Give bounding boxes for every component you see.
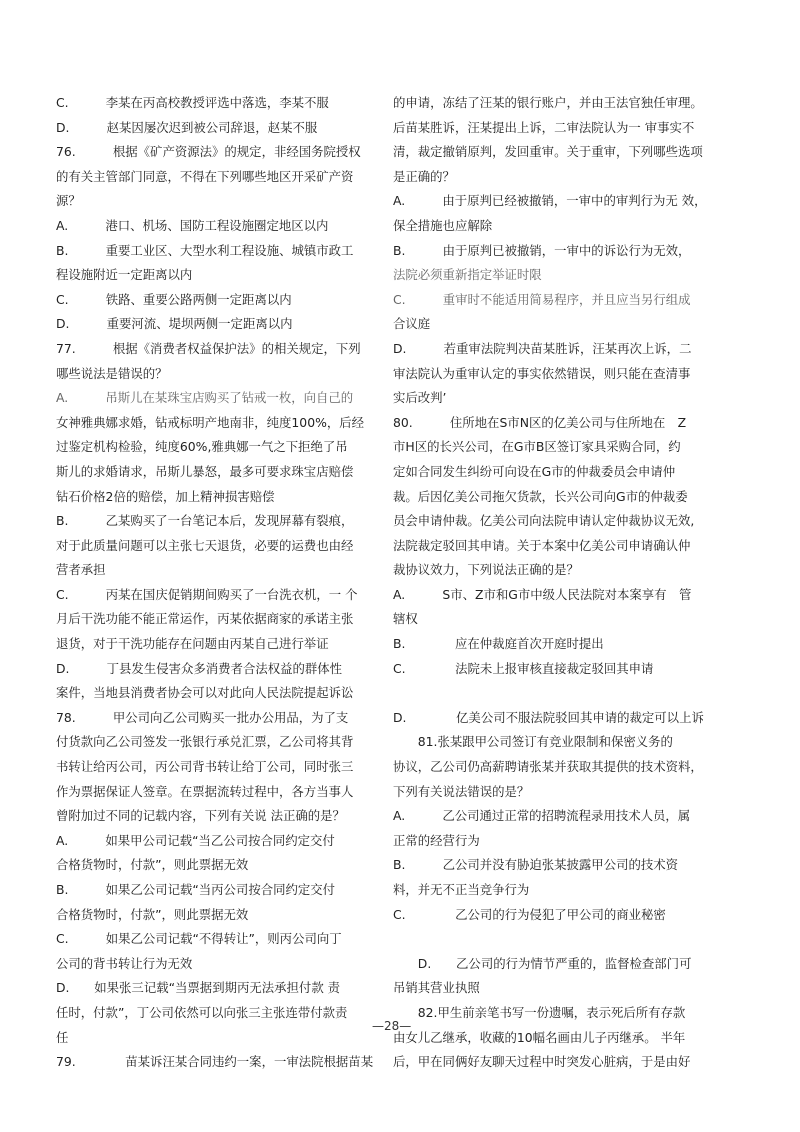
text-line: 市H区的长兴公司，在G市B区签订家具采购合同，约 [393, 439, 681, 455]
text-line: 下列有关说法错误的是？ [393, 783, 530, 799]
text-line: B. 乙公司并没有胁迫张某披露甲公司的技术资 [393, 857, 679, 873]
text-line: A. 由于原判已经被撤销，一审中的审判行为无 效， [393, 193, 707, 209]
text-line: 书转让给丙公司，丙公司背书转让给丁公司，同时张三 [56, 759, 354, 775]
right-column [393, 91, 723, 1075]
text-line: C. 如果乙公司记载“不得转让”，则丙公司向丁 [56, 931, 342, 947]
text-line: 82.甲生前亲笔书写一份遗嘱，表示死后所有存款 [393, 1004, 686, 1020]
text-line: 80. 住所地在S市N区的亿美公司与住所地在 Z [393, 414, 687, 430]
text-line: 斯儿的求婚请求，吊斯儿暴怒，最多可要求珠宝店赔偿 [56, 463, 354, 479]
text-line: 裁。后因亿美公司拖欠货款，长兴公司向G市的仲裁委 [393, 488, 688, 504]
text-line: 吊销其营业执照 [393, 980, 480, 996]
text-line: 79. 苗某诉汪某合同违约一案，一审法院根据苗某 [56, 1054, 374, 1070]
text-line: A. 如果甲公司记载“当乙公司按合同约定交付 [56, 832, 335, 848]
text-line: 女神雅典娜求婚，钻戒标明产地南非，纯度100%，后经 [56, 414, 365, 430]
text-line: C. 乙公司的行为侵犯了甲公司的商业秘密 [393, 906, 666, 922]
text-line: 后，甲在同俩好友聊天过程中时突发心脏病，于是由好 [393, 1054, 691, 1070]
text-line: D. 赵某因屡次迟到被公司辞退，赵某不服 [56, 119, 318, 135]
text-line: 定如合同发生纠纷可向设在G市的仲裁委员会申请仲 [393, 463, 676, 479]
text-line: 76. 根据《矿产资源法》的规定，非经国务院授权 [56, 144, 361, 160]
text-line: 合议庭 [393, 316, 431, 332]
text-line: D. 亿美公司不服法院驳回其申请的裁定可以上诉 [393, 709, 704, 725]
text-line: D. 丁县发生侵害众多消费者合法权益的群体性 [56, 660, 343, 676]
text-line: C. 丙某在国庆促销期间购买了一台洗衣机，一 个 [56, 586, 358, 602]
text-line: 正常的经营行为 [393, 832, 480, 848]
text-line: 程设施附近一定距离以内 [56, 267, 193, 283]
text-line: 由女儿乙继承，收藏的10幅名画由儿子丙继承。 半年 [393, 1029, 686, 1045]
text-line: 清，裁定撤销原判，发回重审。关于重审，下列哪些选项 [393, 144, 703, 160]
text-line: 后苗某胜诉，汪某提出上诉，二审法院认为一 审事实不 [393, 119, 695, 135]
text-line: B. 由于原判已被撤销，一审中的诉讼行为无效， [393, 242, 691, 258]
text-line: 月后干洗功能不能正常运作，丙某依据商家的承诺主张 [56, 611, 354, 627]
text-line: 81.张某跟甲公司签订有竞业限制和保密义务的 [393, 734, 673, 750]
text-line: A. 吊斯儿在某珠宝店购买了钻戒一枚，向自己的 [56, 390, 354, 406]
text-line: D. 重要河流、堤坝两侧一定距离以内 [56, 316, 293, 332]
text-line: 过鉴定机构检验，纯度60%,雅典娜一气之下拒绝了吊 [56, 439, 348, 455]
text-line: 任时，付款”，丁公司依然可以向张三主张连带付款责 [56, 1004, 348, 1020]
text-line: 源？ [56, 193, 81, 209]
text-line: 保全措施也应解除 [393, 217, 493, 233]
text-line: 营者承担 [56, 562, 106, 578]
text-line: 案件，当地县消费者协会可以对此向人民法院提起诉讼 [56, 685, 354, 701]
text-line: B. 如果乙公司记载“当丙公司按合同约定交付 [56, 882, 336, 897]
text-line: A. S市、Z市和G市中级人民法院对本案享有 管 [393, 586, 692, 602]
text-line: C. 重审时不能适用简易程序，并且应当另行组成 [393, 291, 691, 307]
text-line: 法院裁定驳回其申请。关于本案中亿美公司申请确认仲 [393, 537, 691, 553]
text-line: 辖权 [393, 611, 418, 627]
text-line [393, 681, 723, 706]
text-line: 作为票据保证人签章。在票据流转过程中，各方当事人 [56, 783, 354, 799]
text-line: C. 李某在丙高校教授评选中落选，李某不服 [56, 95, 329, 110]
text-line: 钻石价格2倍的赔偿，加上精神损害赔偿 [56, 488, 275, 504]
text-line: 的有关主管部门同意，不得在下列哪些地区开采矿产资 [56, 168, 354, 184]
text-line: 曾附加过不同的记载内容，下列有关说 法正确的是？ [56, 808, 345, 824]
text-line: B. 应在仲裁庭首次开庭时提出 [393, 636, 604, 652]
text-line: 料，并无不正当竞争行为 [393, 882, 530, 897]
text-line: D. 乙公司的行为情节严重的，监督检查部门可 [393, 955, 692, 971]
text-line: 裁协议效力，下列说法正确的是？ [393, 562, 579, 578]
text-line: D. 若重审法院判决苗某胜诉，汪某再次上诉，二 [393, 340, 692, 356]
text-line: 付货款向乙公司签发一张银行承兑汇票，乙公司将其背 [56, 734, 354, 750]
text-line: 77. 根据《消费者权益保护法》的相关规定，下列 [56, 340, 361, 356]
text-line: 协议，乙公司仍高薪聘请张某并获取其提供的技术资料， [393, 759, 703, 775]
text-line: C. 铁路、重要公路两侧一定距离以内 [56, 291, 292, 307]
left-column [56, 91, 386, 1075]
text-line: 审法院认为重审认定的事实依然错误，则只能在查清事 [393, 365, 691, 381]
text-line: 哪些说法是错误的？ [56, 365, 168, 381]
text-line: 78. 甲公司向乙公司购买一批办公用品，为了支 [56, 709, 349, 725]
text-line: D. 如果张三记载“当票据到期丙无法承担付款 责 [56, 980, 341, 996]
text-line: C. 法院未上报审核直接裁定驳回其申请 [393, 660, 654, 676]
text-line: 员会申请仲裁。亿美公司向法院申请认定仲裁协议无效, [393, 513, 695, 529]
text-line: 实后改判’ [393, 390, 447, 406]
text-line: 是正确的？ [393, 168, 455, 184]
text-line: 合格货物时，付款”，则此票据无效 [56, 857, 249, 873]
text-line: 任 [56, 1029, 69, 1045]
text-line: 合格货物时，付款”，则此票据无效 [56, 906, 249, 922]
text-line: B. 重要工业区、大型水利工程设施、城镇市政工 [56, 242, 354, 258]
page-number: —28— [372, 1019, 412, 1033]
text-line: B. 乙某购买了一台笔记本后，发现屏幕有裂痕， [56, 513, 354, 529]
text-line [393, 927, 723, 952]
text-line: 退货，对于干洗功能存在问题由丙某自己进行举证 [56, 636, 329, 652]
text-line: 法院必须重新指定举证时限 [393, 267, 542, 283]
text-line: A. 乙公司通过正常的招聘流程录用技术人员，属 [393, 808, 691, 824]
text-line: 的申请，冻结了汪某的银行账户，并由王法官独任审理。 [393, 95, 703, 110]
text-line: 对于此质量问题可以主张七天退货，必要的运费也由经 [56, 537, 354, 553]
text-line: 公司的背书转让行为无效 [56, 955, 193, 971]
text-line: A. 港口、机场、国防工程设施圈定地区以内 [56, 217, 329, 233]
